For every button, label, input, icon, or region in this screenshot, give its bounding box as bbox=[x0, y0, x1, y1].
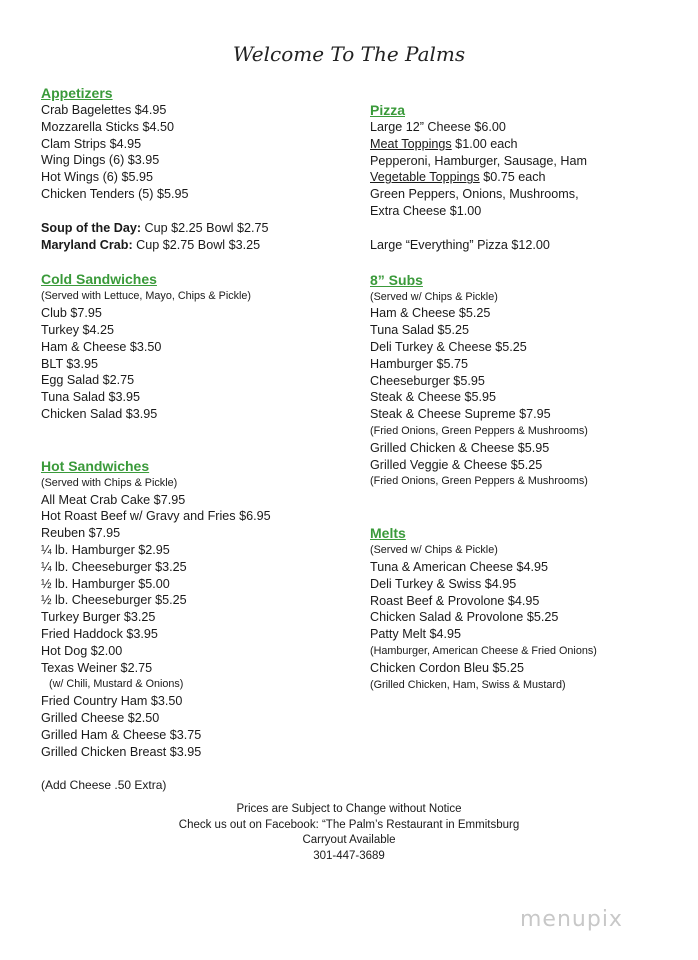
hot-sandwiches-heading: Hot Sandwiches bbox=[41, 457, 150, 474]
hot-sandwich-item: All Meat Crab Cake $7.95 bbox=[41, 492, 186, 507]
sub-item: Steak & Cheese Supreme $7.95 bbox=[370, 407, 551, 422]
melt-item: Deli Turkey & Swiss $4.95 bbox=[370, 576, 517, 591]
hot-sandwich-item: Grilled Cheese $2.50 bbox=[41, 710, 160, 725]
add-cheese-note: (Add Cheese .50 Extra) bbox=[41, 778, 167, 793]
meat-toppings-label: Meat Toppings bbox=[370, 136, 452, 151]
cold-sandwich-item: BLT $3.95 bbox=[41, 356, 98, 371]
pizza-meat-toppings bbox=[370, 136, 680, 153]
pizza-veg-list: Green Peppers, Onions, Mushrooms, bbox=[370, 187, 579, 202]
melt-item: Patty Melt $4.95 bbox=[370, 627, 462, 642]
cold-sandwich-item: Chicken Salad $3.95 bbox=[41, 406, 158, 421]
hot-sandwich-item: Reuben $7.95 bbox=[41, 526, 121, 541]
cold-sandwich-item: Ham & Cheese $3.50 bbox=[41, 339, 162, 354]
sub-item: Hamburger $5.75 bbox=[370, 356, 469, 371]
sub-item: Grilled Chicken & Cheese $5.95 bbox=[370, 440, 550, 455]
hot-sandwich-item: ¼ lb. Cheeseburger $3.25 bbox=[41, 559, 187, 574]
melt-item: Tuna & American Cheese $4.95 bbox=[370, 559, 549, 574]
patty-melt-note: (Hamburger, American Cheese & Fried Onions) bbox=[370, 644, 597, 657]
pizza-veg-toppings bbox=[370, 169, 680, 186]
cold-sandwiches-note: (Served with Lettuce, Mayo, Chips & Pickle) bbox=[41, 290, 252, 303]
pizza-extra-cheese: Extra Cheese $1.00 bbox=[370, 203, 482, 218]
sub-item: Cheeseburger $5.95 bbox=[370, 373, 485, 388]
pizza-large: Large 12” Cheese $6.00 bbox=[370, 120, 506, 134]
hot-sandwich-item: Grilled Chicken Breast $3.95 bbox=[41, 744, 202, 759]
sub-item: Tuna Salad $5.25 bbox=[370, 323, 469, 338]
cold-sandwiches-heading: Cold Sandwiches bbox=[41, 271, 157, 288]
appetizer-item: Wing Dings (6) $3.95 bbox=[41, 153, 160, 168]
crab-price: Cup $2.75 Bowl $3.25 bbox=[132, 237, 261, 252]
right-column bbox=[370, 101, 680, 693]
hot-sandwich-item: ½ lb. Hamburger $5.00 bbox=[41, 576, 170, 591]
hot-sandwich-item: Grilled Ham & Cheese $3.75 bbox=[41, 727, 202, 742]
appetizer-item: Chicken Tenders (5) $5.95 bbox=[41, 186, 189, 201]
footer-prices-notice: Prices are Subject to Change without Notice bbox=[236, 803, 462, 815]
footer-phone: 301-447-3689 bbox=[313, 849, 385, 862]
footer-facebook: Check us out on Facebook: “The Palm’s Restaurant in Emmitsburg bbox=[178, 818, 520, 831]
menu-title: Welcome To The Palms bbox=[232, 42, 466, 66]
cold-sandwich-item: Tuna Salad $3.95 bbox=[41, 390, 140, 405]
appetizer-item: Crab Bagelettes $4.95 bbox=[41, 103, 167, 117]
subs-heading: 8” Subs bbox=[370, 271, 423, 288]
subs-note: (Served w/ Chips & Pickle) bbox=[370, 290, 498, 303]
hot-sandwiches-note: (Served with Chips & Pickle) bbox=[41, 476, 178, 489]
pizza-everything: Large “Everything” Pizza $12.00 bbox=[370, 237, 550, 252]
veggie-note: (Fried Onions, Green Peppers & Mushrooms) bbox=[370, 475, 588, 488]
cold-sandwich-item: Turkey $4.25 bbox=[41, 322, 115, 337]
sub-item: Ham & Cheese $5.25 bbox=[370, 306, 491, 321]
texas-weiner-note: (w/ Chili, Mustard & Onions) bbox=[49, 678, 184, 691]
appetizer-item: Clam Strips $4.95 bbox=[41, 136, 142, 151]
soup-price: Cup $2.25 Bowl $2.75 bbox=[141, 220, 269, 235]
sub-item: Grilled Veggie & Cheese $5.25 bbox=[370, 457, 543, 472]
crab-label: Maryland Crab: bbox=[41, 237, 133, 252]
appetizers-heading: Appetizers bbox=[41, 85, 113, 101]
left-column bbox=[41, 84, 341, 794]
menupix-watermark: menupix bbox=[520, 907, 623, 932]
melt-item: Chicken Salad & Provolone $5.25 bbox=[370, 610, 559, 625]
hot-sandwich-item: Hot Dog $2.00 bbox=[41, 643, 123, 658]
melts-note: (Served w/ Chips & Pickle) bbox=[370, 544, 498, 557]
footer-carryout: Carryout Available bbox=[302, 834, 396, 846]
hot-sandwich-item: Texas Weiner $2.75 bbox=[41, 660, 153, 675]
footer bbox=[0, 802, 698, 864]
melt-item: Chicken Cordon Bleu $5.25 bbox=[370, 660, 525, 675]
hot-sandwich-item: Turkey Burger $3.25 bbox=[41, 610, 156, 625]
pizza-heading: Pizza bbox=[370, 102, 406, 118]
cold-sandwich-item: Club $7.95 bbox=[41, 306, 102, 321]
pizza-meat-list: Pepperoni, Hamburger, Sausage, Ham bbox=[370, 153, 588, 168]
appetizer-item: Hot Wings (6) $5.95 bbox=[41, 170, 153, 185]
melt-item: Roast Beef & Provolone $4.95 bbox=[370, 593, 540, 608]
supreme-note: (Fried Onions, Green Peppers & Mushrooms) bbox=[370, 424, 588, 437]
sub-item: Deli Turkey & Cheese $5.25 bbox=[370, 339, 527, 354]
cold-sandwich-item: Egg Salad $2.75 bbox=[41, 373, 135, 388]
soup-of-day bbox=[41, 220, 341, 237]
hot-sandwich-item: ¼ lb. Hamburger $2.95 bbox=[41, 542, 170, 557]
appetizer-item: Mozzarella Sticks $4.50 bbox=[41, 119, 174, 134]
meat-toppings-price: $1.00 each bbox=[451, 136, 518, 151]
sub-item: Steak & Cheese $5.95 bbox=[370, 390, 497, 405]
cordon-bleu-note: (Grilled Chicken, Ham, Swiss & Mustard) bbox=[370, 678, 566, 691]
hot-sandwich-item: Hot Roast Beef w/ Gravy and Fries $6.95 bbox=[41, 509, 271, 524]
hot-sandwich-item: Fried Country Ham $3.50 bbox=[41, 694, 183, 709]
melts-heading: Melts bbox=[370, 525, 406, 542]
veg-toppings-label: Vegetable Toppings bbox=[370, 170, 480, 185]
hot-sandwich-item: ½ lb. Cheeseburger $5.25 bbox=[41, 593, 187, 608]
maryland-crab bbox=[41, 237, 341, 254]
hot-sandwich-item: Fried Haddock $3.95 bbox=[41, 626, 158, 641]
soup-label: Soup of the Day: bbox=[41, 220, 142, 235]
veg-toppings-price: $0.75 each bbox=[479, 170, 546, 185]
